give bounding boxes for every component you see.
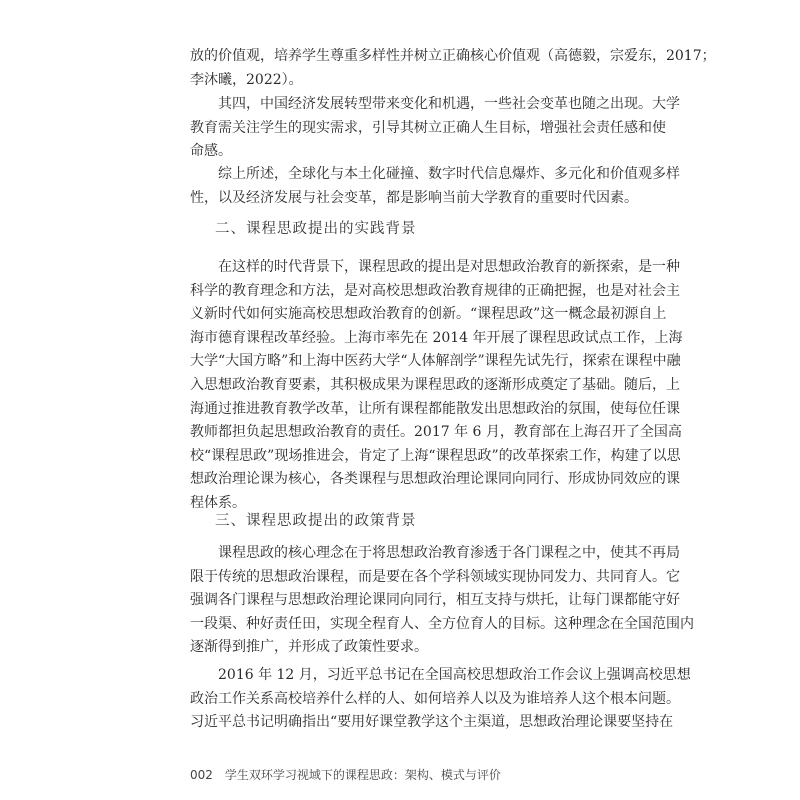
running-title: 学生双环学习视域下的课程思政：架构、模式与评价 <box>224 768 501 782</box>
text-line: 逐渐得到推广，并形成了政策性要求。 <box>190 639 428 656</box>
text-line: 一段渠、种好责任田，实现全程育人、全方位育人的目标。这种理念在全国范围内 <box>190 615 694 632</box>
text-line: 想政治理论课为核心，各类课程与思想政治理论课同向同行、形成协同效应的课 <box>190 471 680 488</box>
text-line: 综上所述，全球化与本土化碰撞、数字时代信息爆炸、多元化和价值观多样 <box>218 166 680 182</box>
text-line: 大学“大国方略”和上海中医药大学“人体解剖学”课程先试先行，探索在课程中融 <box>190 353 681 370</box>
page-number: 002 <box>190 768 213 782</box>
text-line: 海市德育课程改革经验。上海市率先在 2014 年开展了课程思政试点工作，上海 <box>190 329 683 346</box>
text-line: 强调各门课程与思想政治理论课同向同行，相互支持与烘托，让每门课都能守好 <box>190 592 680 609</box>
paragraph-5 <box>190 542 694 660</box>
paragraph-4 <box>190 256 683 516</box>
text-line: 程体系。 <box>190 494 246 511</box>
text-line: 科学的教育理念和方法，是对高校思想政治教育规律的正确把握，也是对社会主 <box>190 282 680 299</box>
text-line: 其四，中国经济发展转型带来变化和机遇，一些社会变革也随之出现。大学 <box>218 96 680 112</box>
text-line: 放的价值观，培养学生尊重多样性并树立正确核心价值观（高德毅，宗爱东，2017； <box>190 48 716 64</box>
text-line: 校“课程思政”现场推进会，肯定了上海“课程思政”的改革探索工作，构建了以思 <box>190 447 681 464</box>
text-line: 教育需关注学生的现实需求，引导其树立正确人生目标，增强社会责任感和使 <box>190 119 666 136</box>
text-line: 限于传统的思想政治课程，而是要在各个学科领域实现协同发力、共同育人。它 <box>190 568 680 585</box>
text-line: 入思想政治教育要素，其积极成果为课程思政的逐渐形成奠定了基础。随后，上 <box>190 376 680 393</box>
text-line: 2016 年 12 月，习近平总书记在全国高校思想政治工作会议上强调高校思想 <box>218 667 691 683</box>
text-line: 性，以及经济发展与社会变革，都是影响当前大学教育的重要时代因素。 <box>190 189 638 206</box>
paragraph-1 <box>190 45 716 92</box>
text-line: 政治工作关系高校培养什么样的人、如何培养人以及为谁培养人这个根本问题。 <box>190 690 680 707</box>
section-heading-practice-background: 二、课程思政提出的实践背景 <box>215 221 417 237</box>
text-line: 命感。 <box>190 143 232 160</box>
text-line: 习近平总书记明确指出“要用好课堂教学这个主渠道，思想政治理论课要坚持在 <box>190 714 674 731</box>
text-line: 义新时代如何实施高校思想政治教育的创新。“课程思政”这一概念最初源自上 <box>190 306 667 323</box>
section-heading-policy-background: 三、课程思政提出的政策背景 <box>215 513 417 529</box>
text-line: 李沐曦，2022）。 <box>190 71 303 88</box>
text-line: 海通过推进教育教学改革，让所有课程都能散发出思想政治的氛围，使每位任课 <box>190 400 680 417</box>
text-line: 课程思政的核心理念在于将思想政治教育渗透于各门课程之中，使其不再局 <box>218 545 680 561</box>
paragraph-6 <box>190 664 691 735</box>
text-line: 教师都担负起思想政治教育的责任。2017 年 6 月，教育部在上海召开了全国高 <box>190 424 682 441</box>
text-line: 在这样的时代背景下，课程思政的提出是对思想政治教育的新探索，是一种 <box>218 259 680 275</box>
page-footer <box>190 766 501 783</box>
paragraph-2 <box>190 93 680 164</box>
paragraph-3 <box>190 163 680 210</box>
